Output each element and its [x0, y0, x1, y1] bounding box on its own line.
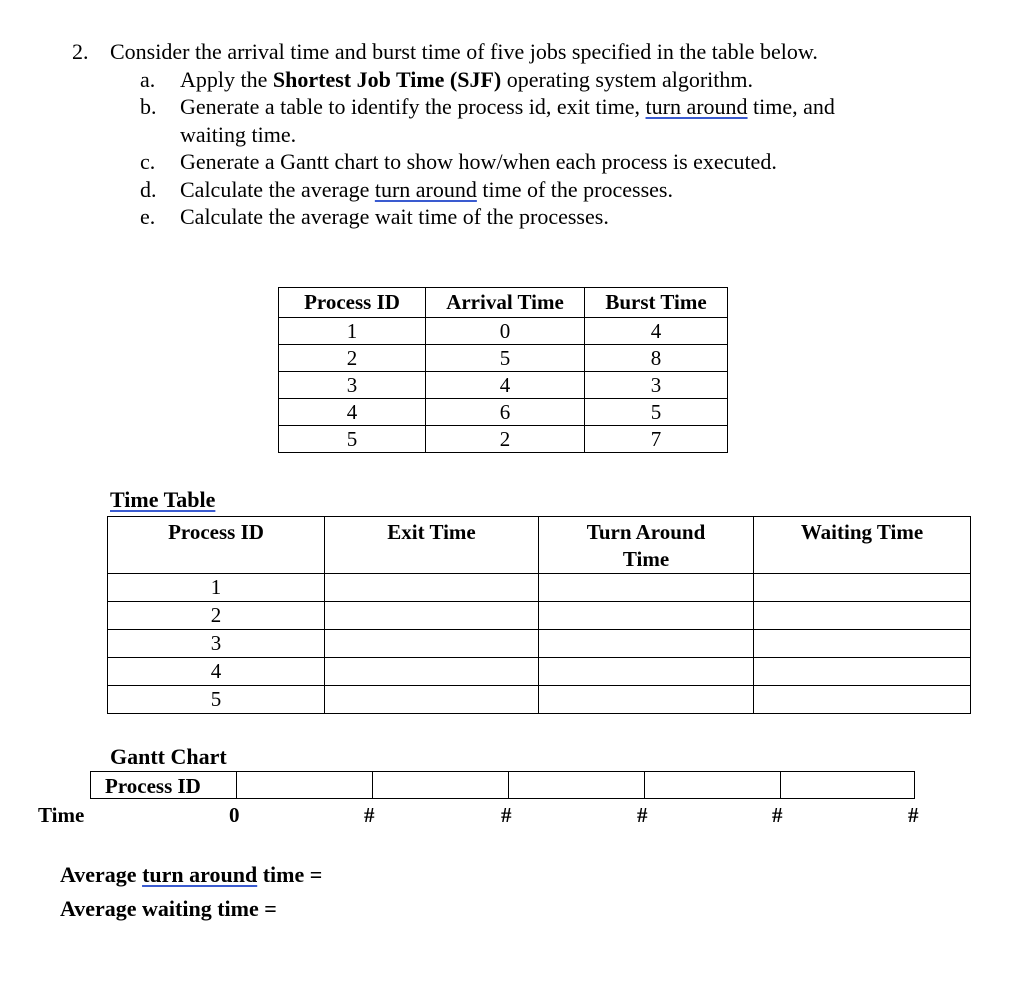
cell: 0 — [426, 318, 585, 345]
question-number: 2. — [72, 39, 89, 64]
table-row — [108, 658, 971, 686]
gantt-row-label: Process ID — [105, 774, 201, 798]
average-waiting-line: Average waiting time = — [60, 896, 277, 921]
waiting-time-cell — [754, 602, 971, 630]
turn-around-cell — [539, 630, 754, 658]
turn-around-cell — [539, 602, 754, 630]
question-lead: Consider the arrival time and burst time of five jobs specified in the table below. — [110, 39, 818, 64]
gantt-tick: 0 — [229, 803, 240, 827]
exit-time-cell — [325, 574, 539, 602]
waiting-time-cell — [754, 574, 971, 602]
gantt-chart-row — [90, 771, 915, 799]
turn-around-cell — [539, 658, 754, 686]
header-turn-around: Turn Around Time — [539, 517, 754, 574]
average-turnaround-line: Average turn around time = — [60, 862, 323, 887]
table-row — [108, 602, 971, 630]
cell: 7 — [585, 426, 728, 453]
exit-time-cell — [325, 602, 539, 630]
gantt-chart-title: Gantt Chart — [110, 744, 227, 769]
table-row — [279, 426, 728, 453]
table-row — [279, 345, 728, 372]
time-table-title: Time Table — [110, 487, 216, 512]
process-id-cell: 4 — [108, 658, 325, 686]
process-id-cell: 3 — [108, 630, 325, 658]
cell: 6 — [426, 399, 585, 426]
table-row — [279, 372, 728, 399]
waiting-time-cell — [754, 686, 971, 714]
cell: 2 — [426, 426, 585, 453]
table-row — [279, 318, 728, 345]
gantt-divider — [372, 772, 373, 798]
header-burst-time: Burst Time — [585, 288, 728, 318]
cell: 4 — [279, 399, 426, 426]
gantt-tick: # — [772, 803, 783, 827]
process-id-cell: 5 — [108, 686, 325, 714]
waiting-time-cell — [754, 658, 971, 686]
cell: 4 — [585, 318, 728, 345]
cell: 5 — [426, 345, 585, 372]
exit-time-cell — [325, 686, 539, 714]
exit-time-cell — [325, 630, 539, 658]
process-id-cell: 2 — [108, 602, 325, 630]
jobs-header-row — [279, 288, 728, 318]
gantt-divider — [780, 772, 781, 798]
time-table-header-row — [108, 517, 971, 574]
cell: 5 — [585, 399, 728, 426]
process-id-cell: 1 — [108, 574, 325, 602]
gantt-divider — [236, 772, 237, 798]
gantt-tick: # — [908, 803, 919, 827]
cell: 3 — [279, 372, 426, 399]
gantt-tick: # — [501, 803, 512, 827]
table-row — [108, 686, 971, 714]
gantt-tick: # — [637, 803, 648, 827]
gantt-tick: # — [364, 803, 375, 827]
gantt-divider — [644, 772, 645, 798]
table-row — [108, 574, 971, 602]
gantt-time-label: Time — [38, 803, 85, 827]
header-exit-time: Exit Time — [325, 517, 539, 574]
jobs-table — [278, 287, 728, 453]
turn-around-cell — [539, 574, 754, 602]
gantt-divider — [508, 772, 509, 798]
cell: 1 — [279, 318, 426, 345]
header-process-id: Process ID — [279, 288, 426, 318]
cell: 8 — [585, 345, 728, 372]
header-waiting-time: Waiting Time — [754, 517, 971, 574]
cell: 2 — [279, 345, 426, 372]
cell: 4 — [426, 372, 585, 399]
table-row — [279, 399, 728, 426]
table-row — [108, 630, 971, 658]
exit-time-cell — [325, 658, 539, 686]
cell: 5 — [279, 426, 426, 453]
turn-around-cell — [539, 686, 754, 714]
waiting-time-cell — [754, 630, 971, 658]
header-arrival-time: Arrival Time — [426, 288, 585, 318]
time-table — [107, 516, 971, 714]
cell: 3 — [585, 372, 728, 399]
header-process-id: Process ID — [108, 517, 325, 574]
